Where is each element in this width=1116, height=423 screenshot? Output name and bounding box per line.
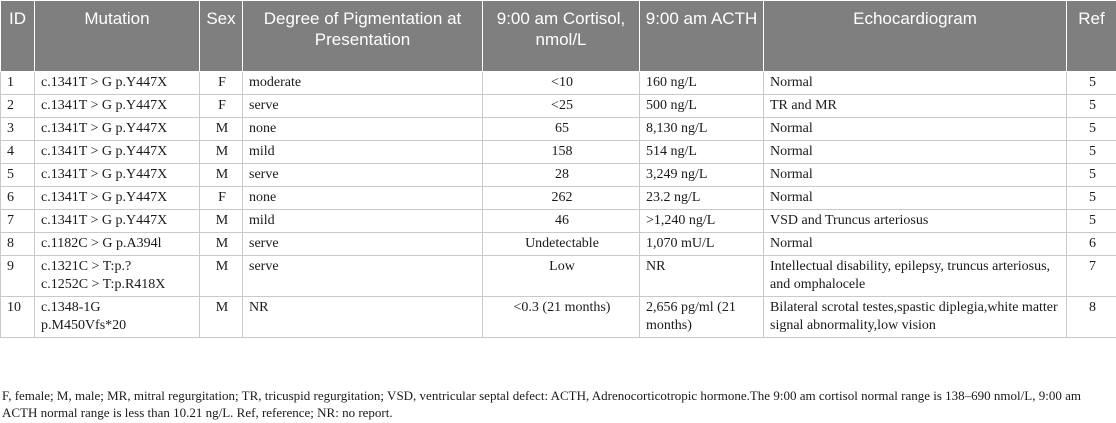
- cell-mutation: c.1341T > G p.Y447X: [35, 164, 200, 187]
- cell-acth: NR: [640, 256, 764, 297]
- cell-echocardiogram: Bilateral scrotal testes,spastic diplegia,white matter signal abnormality,low vision: [764, 297, 1067, 338]
- cell-sex: M: [200, 256, 243, 297]
- cell-sex: M: [200, 297, 243, 338]
- cell-acth: 514 ng/L: [640, 141, 764, 164]
- cell-cortisol: <0.3 (21 months): [483, 297, 640, 338]
- cell-pigmentation: mild: [243, 210, 483, 233]
- cell-id: 7: [1, 210, 35, 233]
- cell-echocardiogram: Normal: [764, 164, 1067, 187]
- cell-echocardiogram: VSD and Truncus arteriosus: [764, 210, 1067, 233]
- header-cortisol: 9:00 am Cortisol, nmol/L: [483, 1, 640, 72]
- header-echocardiogram: Echocardiogram: [764, 1, 1067, 72]
- header-ref: Ref: [1067, 1, 1116, 72]
- table-row: [1, 233, 1116, 256]
- cell-pigmentation: mild: [243, 141, 483, 164]
- cell-sex: M: [200, 210, 243, 233]
- cell-ref: 7: [1067, 256, 1116, 297]
- cell-mutation: c.1341T > G p.Y447X: [35, 95, 200, 118]
- header-row: [1, 1, 1116, 72]
- cell-id: 3: [1, 118, 35, 141]
- cell-ref: 5: [1067, 95, 1116, 118]
- cell-ref: 5: [1067, 141, 1116, 164]
- cell-cortisol: 65: [483, 118, 640, 141]
- cell-ref: 5: [1067, 164, 1116, 187]
- cell-echocardiogram: Normal: [764, 233, 1067, 256]
- header-sex: Sex: [200, 1, 243, 72]
- cell-cortisol: Low: [483, 256, 640, 297]
- cell-ref: 5: [1067, 210, 1116, 233]
- cell-sex: F: [200, 95, 243, 118]
- cell-mutation: c.1182C > G p.A394l: [35, 233, 200, 256]
- cell-acth: 8,130 ng/L: [640, 118, 764, 141]
- cell-acth: 2,656 pg/ml (21 months): [640, 297, 764, 338]
- cell-cortisol: <25: [483, 95, 640, 118]
- table-row: [1, 187, 1116, 210]
- cell-id: 4: [1, 141, 35, 164]
- cell-id: 2: [1, 95, 35, 118]
- cell-sex: F: [200, 72, 243, 95]
- cell-acth: >1,240 ng/L: [640, 210, 764, 233]
- cell-sex: M: [200, 233, 243, 256]
- header-acth: 9:00 am ACTH: [640, 1, 764, 72]
- cell-acth: 500 ng/L: [640, 95, 764, 118]
- table-footnote: F, female; M, male; MR, mitral regurgitation; TR, tricuspid regurgitation; VSD, ventricular septal defect: ACTH, Adrenocorticotropic hormone.The 9:00 am cortisol normal range is 138–690 nmol/L, 9:00 am ACTH normal range is less than 10.21 ng/L. Ref, reference; NR: no report.: [2, 388, 1081, 420]
- cell-id: 5: [1, 164, 35, 187]
- cell-pigmentation: NR: [243, 297, 483, 338]
- cell-echocardiogram: TR and MR: [764, 95, 1067, 118]
- table-row: [1, 297, 1116, 338]
- cell-acth: 23.2 ng/L: [640, 187, 764, 210]
- cell-sex: M: [200, 164, 243, 187]
- cell-id: 9: [1, 256, 35, 297]
- table-row: [1, 210, 1116, 233]
- cell-sex: F: [200, 187, 243, 210]
- cell-cortisol: 262: [483, 187, 640, 210]
- cell-id: 1: [1, 72, 35, 95]
- cell-pigmentation: none: [243, 187, 483, 210]
- table-row: [1, 164, 1116, 187]
- cell-mutation: c.1348-1G p.M450Vfs*20: [35, 297, 200, 338]
- cell-cortisol: 46: [483, 210, 640, 233]
- cell-ref: 5: [1067, 118, 1116, 141]
- cell-echocardiogram: Intellectual disability, epilepsy, truncus arteriosus, and omphalocele: [764, 256, 1067, 297]
- cell-ref: 5: [1067, 72, 1116, 95]
- table-row: [1, 141, 1116, 164]
- cell-ref: 5: [1067, 187, 1116, 210]
- cell-acth: 3,249 ng/L: [640, 164, 764, 187]
- cell-acth: 1,070 mU/L: [640, 233, 764, 256]
- cell-echocardiogram: Normal: [764, 72, 1067, 95]
- cell-pigmentation: none: [243, 118, 483, 141]
- cell-pigmentation: serve: [243, 164, 483, 187]
- table-row: [1, 95, 1116, 118]
- cell-cortisol: 28: [483, 164, 640, 187]
- header-id: ID: [1, 1, 35, 72]
- table-row: [1, 118, 1116, 141]
- cell-echocardiogram: Normal: [764, 118, 1067, 141]
- cell-mutation: c.1341T > G p.Y447X: [35, 210, 200, 233]
- cell-mutation: c.1321C > T:p.? c.1252C > T:p.R418X: [35, 256, 200, 297]
- cell-sex: M: [200, 118, 243, 141]
- cell-sex: M: [200, 141, 243, 164]
- cell-cortisol: 158: [483, 141, 640, 164]
- cell-acth: 160 ng/L: [640, 72, 764, 95]
- cell-pigmentation: serve: [243, 95, 483, 118]
- cell-ref: 6: [1067, 233, 1116, 256]
- cell-ref: 8: [1067, 297, 1116, 338]
- table-row: [1, 72, 1116, 95]
- cell-id: 10: [1, 297, 35, 338]
- cell-cortisol: Undetectable: [483, 233, 640, 256]
- cell-mutation: c.1341T > G p.Y447X: [35, 187, 200, 210]
- cell-mutation: c.1341T > G p.Y447X: [35, 141, 200, 164]
- cell-mutation: c.1341T > G p.Y447X: [35, 118, 200, 141]
- cell-mutation: c.1341T > G p.Y447X: [35, 72, 200, 95]
- header-pigmentation: Degree of Pigmentation at Presentation: [243, 1, 483, 72]
- cell-pigmentation: moderate: [243, 72, 483, 95]
- table-row: [1, 256, 1116, 297]
- cell-pigmentation: serve: [243, 256, 483, 297]
- cell-pigmentation: serve: [243, 233, 483, 256]
- cell-echocardiogram: Normal: [764, 187, 1067, 210]
- cell-id: 8: [1, 233, 35, 256]
- header-mutation: Mutation: [35, 1, 200, 72]
- cell-cortisol: <10: [483, 72, 640, 95]
- cell-echocardiogram: Normal: [764, 141, 1067, 164]
- cell-id: 6: [1, 187, 35, 210]
